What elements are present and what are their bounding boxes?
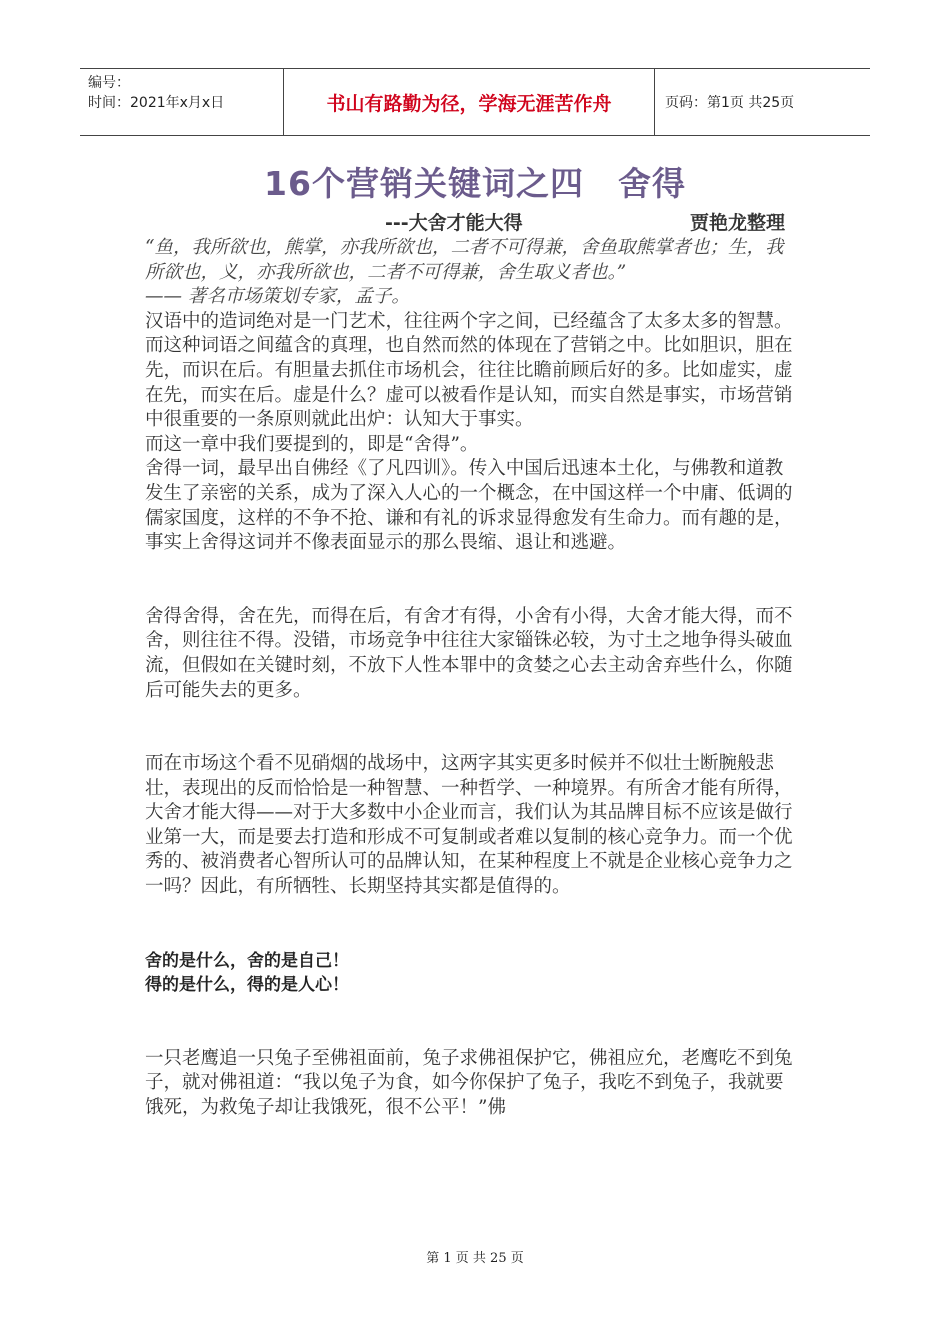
header-page-info: 页码：第1页 共25页 <box>665 95 795 111</box>
paragraph: 一只老鹰追一只兔子至佛祖面前，兔子求佛祖保护它，佛祖应允，老鹰吃不到兔子，就对佛祖道：“我以兔子为食，如今你保护了兔子，我吃不到兔子，我就要饿死，为救兔子却让我饿死，很不公平！”佛 <box>145 1047 793 1119</box>
time-label: 时间：2021年x月x日 <box>88 95 225 111</box>
spacer <box>145 900 795 949</box>
quote-attribution: —— 著名市场策划专家，孟子。 <box>145 286 410 308</box>
page-footer: 第 1 页 共 25 页 <box>426 1251 524 1266</box>
subtitle-author: 贾艳龙整理 <box>689 212 785 234</box>
spacer <box>145 703 795 752</box>
bold-statement: 得的是什么，得的是人心！ <box>145 975 349 996</box>
document-title: 16个营销关键词之四 舍得 <box>264 164 686 203</box>
paragraph: 汉语中的造词绝对是一门艺术，往往两个字之间，已经蕴含了太多太多的智慧。而这种词语之间蕴含的真理，也自然而然的体现在了营销之中。比如胆识，胆在先，而识在后。有胆量去抓住市场机会，往往比瞻前顾后好的多。比如虚实，虚在先，而实在后。虚是什么？虚可以被看作是认知，而实自然是事实，市场营销中很重要的一条原则就此出炉：认知大于事实。 <box>145 310 793 431</box>
paragraph: 舍得舍得，舍在先，而得在后，有舍才有得，小舍有小得，大舍才能大得，而不舍，则往往不得。没错，市场竞争中往往大家锱铢必较，为寸土之地争得头破血流，但假如在关键时刻，不放下人性本罪中的贪婪之心去主动舍弃些什么，你随后可能失去的更多。 <box>145 605 793 701</box>
spacer <box>145 998 795 1047</box>
paragraph: 舍得一词，最早出自佛经《了凡四训》。传入中国后迅速本土化，与佛教和道教发生了亲密的关系，成为了深入人心的一个概念，在中国这样一个中庸、低调的儒家国度，这样的不争不抢、谦和有礼的诉求显得愈发有生命力。而有趣的是，事实上舍得这词并不像表面显示的那么畏缩、退让和逃避。 <box>145 458 793 554</box>
paragraph: 而这一章中我们要提到的，即是“舍得”。 <box>145 433 479 455</box>
spacer <box>145 556 795 605</box>
subtitle-tagline: ---大舍才能大得 <box>385 212 523 234</box>
document-body <box>145 236 795 1121</box>
document-subtitle <box>385 208 785 235</box>
opening-quote: “鱼，我所欲也，熊掌，亦我所欲也，二者不可得兼，舍鱼取熊掌者也；生，我所欲也，义，亦我所欲也，二者不可得兼，舍生取义者也。” <box>145 237 784 283</box>
header-meta <box>80 69 283 135</box>
page-header <box>80 68 870 136</box>
paragraph: 而在市场这个看不见硝烟的战场中，这两字其实更多时候并不似壮士断腕般悲壮，表现出的反而恰恰是一种智慧、一种哲学、一种境界。有所舍才能有所得，大舍才能大得——对于大多数中小企业而言，我们认为其品牌目标不应该是做行业第一大，而是要去打造和形成不可复制或者难以复制的核心竞争力。而一个优秀的、被消费者心智所认可的品牌认知，在某种程度上不就是企业核心竞争力之一吗？因此，有所牺牲、长期坚持其实都是值得的。 <box>145 753 793 898</box>
number-label: 编号： <box>88 75 130 91</box>
bold-statement: 舍的是什么，舍的是自己！ <box>145 950 349 971</box>
header-motto: 书山有路勤为径，学海无涯苦作舟 <box>283 69 655 135</box>
